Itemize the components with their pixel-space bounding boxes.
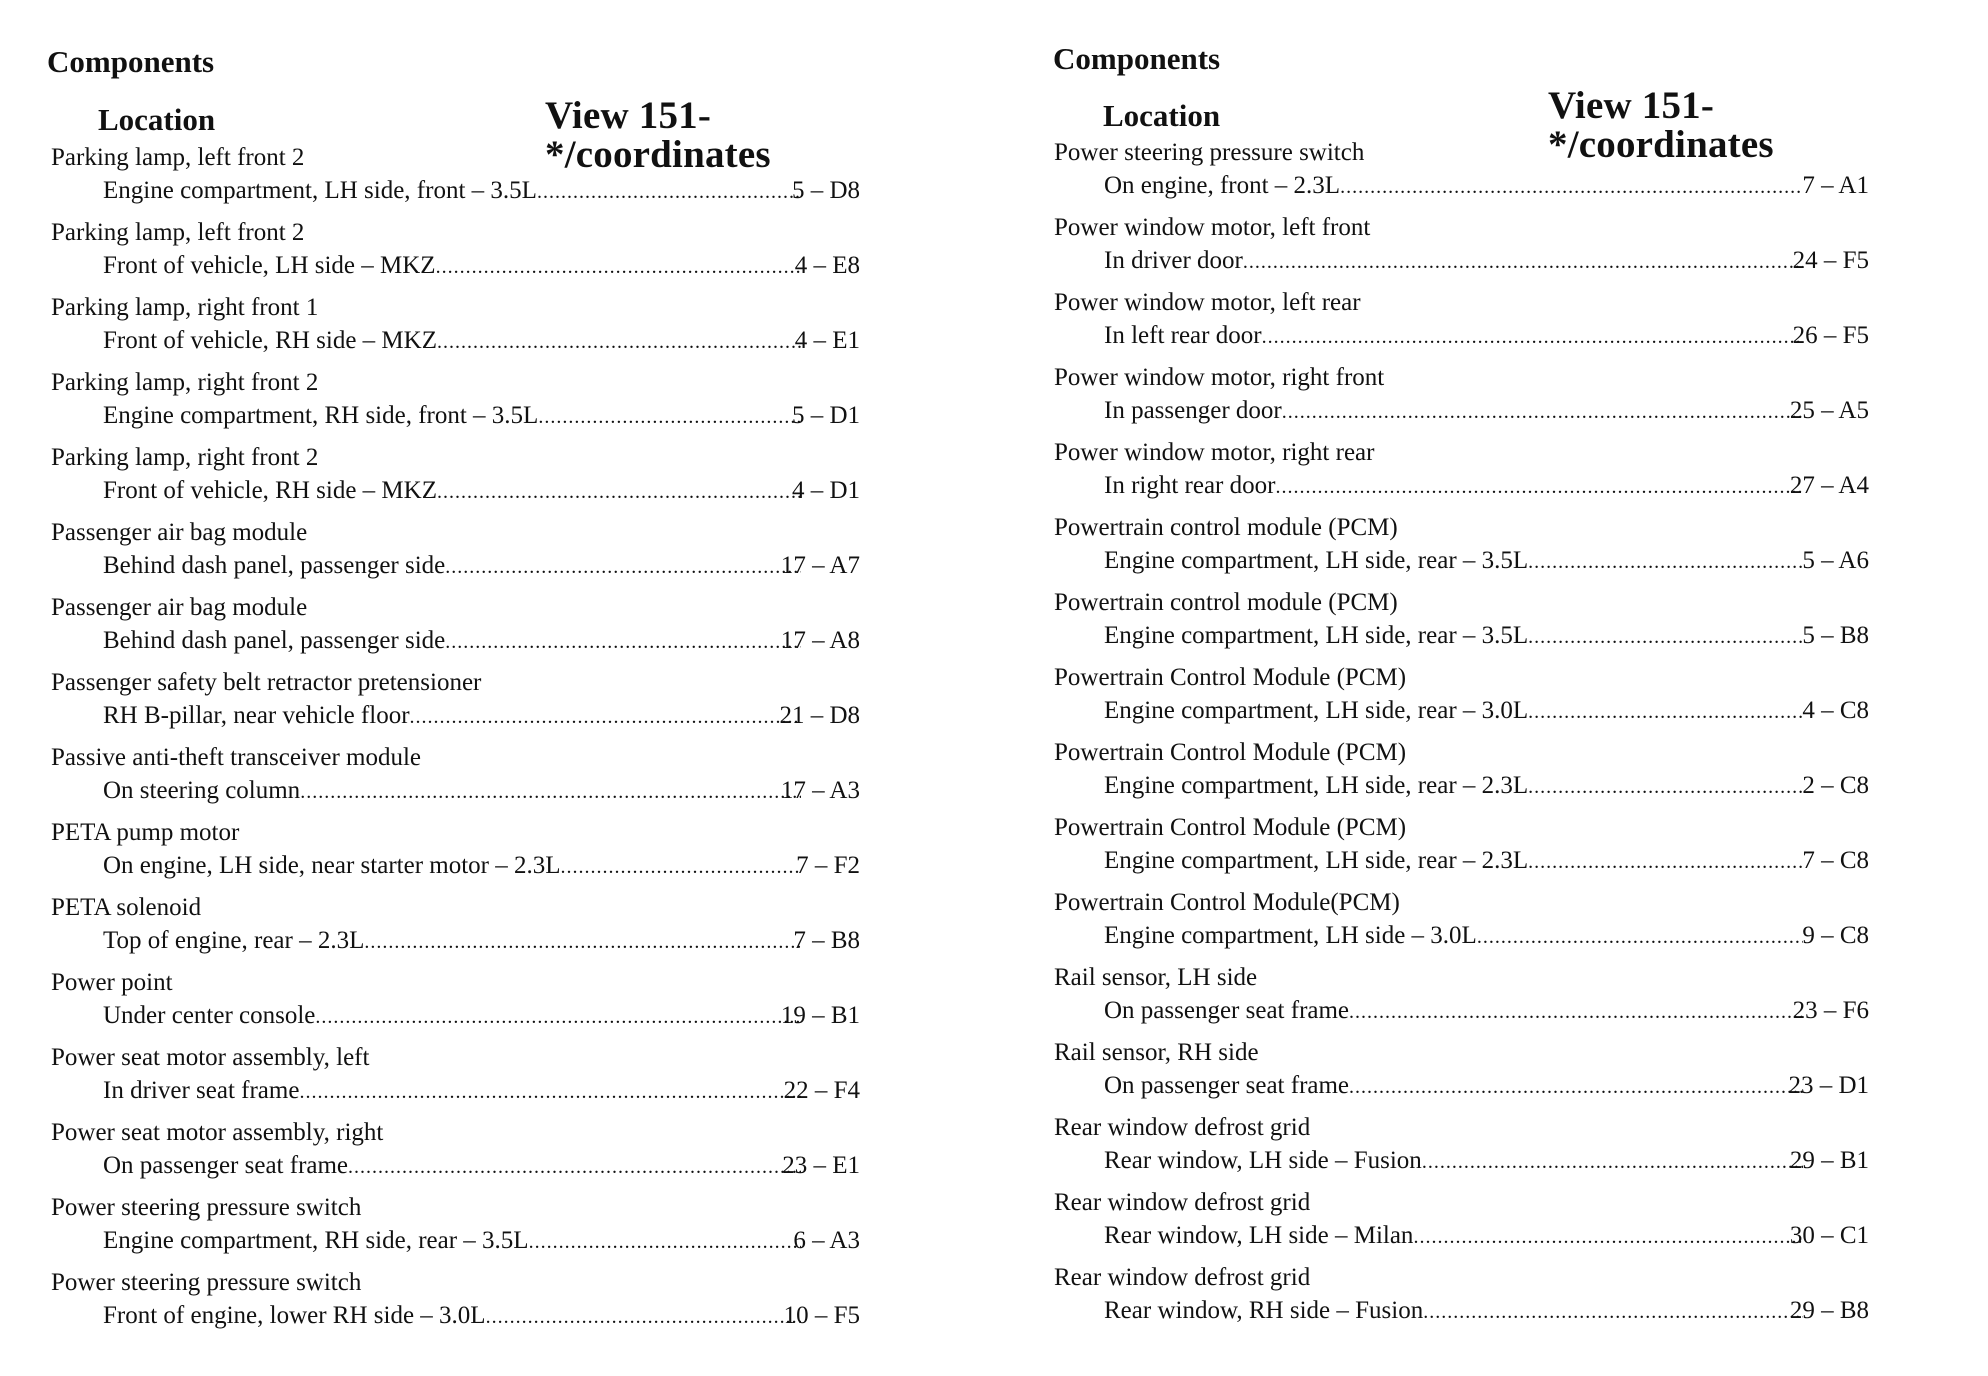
left-column	[0, 0, 900, 1376]
component-coordinate: 7 – B8	[793, 927, 860, 954]
component-coordinate: 9 – C8	[1802, 922, 1869, 949]
component-name: Parking lamp, left front 2	[51, 219, 305, 246]
component-location: Front of vehicle, LH side – MKZ	[103, 252, 436, 279]
component-location-row	[1104, 1071, 1803, 1101]
component-location: Under center console	[103, 1002, 316, 1029]
component-coordinate: 26 – F5	[1792, 322, 1869, 349]
component-location: Engine compartment, LH side, rear – 3.0L	[1104, 697, 1529, 724]
component-name: Powertrain control module (PCM)	[1054, 589, 1398, 616]
right-column	[1008, 0, 1908, 1376]
component-location-row	[1104, 1296, 1803, 1326]
component-entry	[1008, 213, 1908, 288]
dot-leader	[436, 252, 801, 282]
component-coordinate: 17 – A3	[780, 777, 860, 804]
component-location-row	[103, 1001, 801, 1031]
component-entry	[0, 368, 900, 443]
dot-leader	[1282, 397, 1803, 427]
component-entry	[0, 818, 900, 893]
component-name: Powertrain control module (PCM)	[1054, 514, 1398, 541]
component-name: Powertrain Control Module (PCM)	[1054, 664, 1407, 691]
component-name: Power seat motor assembly, left	[51, 1044, 370, 1071]
left-entry-list	[0, 143, 900, 1343]
dot-leader	[537, 177, 801, 207]
component-entry	[1008, 1188, 1908, 1263]
component-location-row	[103, 476, 801, 506]
dot-leader	[445, 552, 801, 582]
component-coordinate: 10 – F5	[783, 1302, 860, 1329]
component-location-row	[1104, 996, 1803, 1026]
dot-leader	[561, 852, 801, 882]
component-location: Front of engine, lower RH side – 3.0L	[103, 1302, 486, 1329]
component-entry	[0, 593, 900, 668]
dot-leader	[1422, 1147, 1803, 1177]
component-location-row	[103, 1301, 801, 1331]
dot-leader	[315, 1002, 801, 1032]
component-name: Power window motor, left rear	[1054, 289, 1361, 316]
component-coordinate: 24 – F5	[1792, 247, 1869, 274]
component-entry	[1008, 963, 1908, 1038]
component-location-row	[103, 401, 801, 431]
component-name: Powertrain Control Module(PCM)	[1054, 889, 1400, 916]
component-entry	[0, 518, 900, 593]
component-name: Parking lamp, right front 2	[51, 444, 319, 471]
component-location-row	[103, 851, 801, 881]
component-location: Front of vehicle, RH side – MKZ	[103, 327, 437, 354]
component-coordinate: 7 – F2	[796, 852, 860, 879]
dot-leader	[445, 627, 801, 657]
component-name: Parking lamp, left front 2	[51, 144, 305, 171]
component-location: On steering column	[103, 777, 301, 804]
component-location: Engine compartment, RH side, rear – 3.5L	[103, 1227, 529, 1254]
dot-leader	[437, 477, 801, 507]
dot-leader	[1423, 1297, 1803, 1327]
dot-leader	[1275, 472, 1803, 502]
component-entry	[1008, 363, 1908, 438]
component-name: Passenger air bag module	[51, 519, 308, 546]
component-name: Passenger safety belt retractor pretensioner	[51, 669, 482, 696]
component-name: Power point	[51, 969, 173, 996]
component-coordinate: 4 – C8	[1802, 697, 1869, 724]
component-coordinate: 5 – D8	[791, 177, 860, 204]
component-location-row	[1104, 1146, 1803, 1176]
component-entry	[0, 1268, 900, 1343]
component-coordinate: 29 – B8	[1789, 1297, 1869, 1324]
component-name: Passenger air bag module	[51, 594, 308, 621]
component-location-row	[1104, 771, 1803, 801]
component-name: Power steering pressure switch	[51, 1194, 362, 1221]
component-location-row	[103, 326, 801, 356]
component-coordinate: 2 – C8	[1802, 772, 1869, 799]
component-entry	[1008, 663, 1908, 738]
component-coordinate: 21 – D8	[779, 702, 860, 729]
component-location: Rear window, LH side – Milan	[1104, 1222, 1414, 1249]
component-entry	[0, 1118, 900, 1193]
component-location-row	[1104, 396, 1803, 426]
component-location: On passenger seat frame	[1104, 1072, 1350, 1099]
component-entry	[1008, 513, 1908, 588]
dot-leader	[410, 702, 801, 732]
view-coordinates-header: View 151-*/coordinates	[545, 94, 771, 176]
dot-leader	[1262, 322, 1803, 352]
component-coordinate: 23 – D1	[1788, 1072, 1869, 1099]
component-location: On engine, front – 2.3L	[1104, 172, 1341, 199]
component-name: Parking lamp, right front 1	[51, 294, 319, 321]
component-location-row	[103, 1151, 801, 1181]
component-entry	[0, 143, 900, 218]
dot-leader	[1413, 1222, 1803, 1252]
component-location: On engine, LH side, near starter motor – 2.3L	[103, 852, 561, 879]
component-location: Behind dash panel, passenger side	[103, 552, 446, 579]
component-location-row	[103, 626, 801, 656]
component-location: Rear window, LH side – Fusion	[1104, 1147, 1422, 1174]
dot-leader	[1528, 697, 1803, 727]
component-location: In right rear door	[1104, 472, 1276, 499]
component-location-row	[1104, 246, 1803, 276]
component-location: On passenger seat frame	[103, 1152, 349, 1179]
component-location-row	[1104, 1221, 1803, 1251]
component-name: Power window motor, left front	[1054, 214, 1371, 241]
component-entry	[0, 668, 900, 743]
component-entry	[1008, 1263, 1908, 1338]
component-location-row	[103, 1226, 801, 1256]
dot-leader	[1528, 622, 1803, 652]
component-coordinate: 5 – D1	[791, 402, 860, 429]
component-name: Powertrain Control Module (PCM)	[1054, 814, 1407, 841]
component-entry	[0, 893, 900, 968]
dot-leader	[1349, 1072, 1803, 1102]
component-entry	[0, 218, 900, 293]
component-location: In passenger door	[1104, 397, 1282, 424]
component-name: PETA solenoid	[51, 894, 202, 921]
component-name: Rear window defrost grid	[1054, 1114, 1311, 1141]
component-coordinate: 4 – E1	[794, 327, 860, 354]
component-coordinate: 25 – A5	[1789, 397, 1869, 424]
component-entry	[0, 1193, 900, 1268]
component-name: Rail sensor, RH side	[1054, 1039, 1259, 1066]
dot-leader	[1528, 847, 1803, 877]
components-heading: Components	[47, 44, 215, 79]
component-entry	[0, 743, 900, 818]
component-coordinate: 23 – E1	[782, 1152, 860, 1179]
component-coordinate: 23 – F6	[1792, 997, 1869, 1024]
component-coordinate: 17 – A7	[780, 552, 860, 579]
component-coordinate: 4 – E8	[794, 252, 860, 279]
component-name: Rail sensor, LH side	[1054, 964, 1258, 991]
component-entry	[0, 293, 900, 368]
component-location: Engine compartment, RH side, front – 3.5L	[103, 402, 539, 429]
component-location-row	[1104, 546, 1803, 576]
component-name: Rear window defrost grid	[1054, 1189, 1311, 1216]
component-location-row	[1104, 846, 1803, 876]
component-entry	[0, 968, 900, 1043]
component-location: Engine compartment, LH side, front – 3.5L	[103, 177, 537, 204]
component-location: Engine compartment, LH side, rear – 3.5L	[1104, 622, 1529, 649]
component-entry	[1008, 813, 1908, 888]
component-location-row	[103, 551, 801, 581]
component-location: In driver seat frame	[103, 1077, 300, 1104]
component-coordinate: 17 – A8	[780, 627, 860, 654]
component-entry	[1008, 888, 1908, 963]
dot-leader	[538, 402, 801, 432]
dot-leader	[486, 1302, 801, 1332]
component-location: Rear window, RH side – Fusion	[1104, 1297, 1424, 1324]
component-name: Rear window defrost grid	[1054, 1264, 1311, 1291]
component-location-row	[1104, 171, 1803, 201]
component-coordinate: 19 – B1	[780, 1002, 860, 1029]
component-entry	[0, 1043, 900, 1118]
component-location-row	[103, 776, 801, 806]
component-coordinate: 30 – C1	[1789, 1222, 1869, 1249]
component-coordinate: 5 – B8	[1802, 622, 1869, 649]
dot-leader	[1349, 997, 1803, 1027]
component-coordinate: 27 – A4	[1789, 472, 1869, 499]
component-location: Behind dash panel, passenger side	[103, 627, 446, 654]
component-location: On passenger seat frame	[1104, 997, 1350, 1024]
component-name: Powertrain Control Module (PCM)	[1054, 739, 1407, 766]
component-location: Engine compartment, LH side, rear – 2.3L	[1104, 772, 1529, 799]
component-location-row	[103, 701, 801, 731]
dot-leader	[1243, 247, 1803, 277]
component-location: In left rear door	[1104, 322, 1262, 349]
component-name: Power steering pressure switch	[1054, 139, 1365, 166]
component-name: Power window motor, right rear	[1054, 439, 1375, 466]
dot-leader	[437, 327, 801, 357]
dot-leader	[1477, 922, 1803, 952]
component-entry	[1008, 1038, 1908, 1113]
dot-leader	[300, 777, 801, 807]
component-coordinate: 22 – F4	[783, 1077, 860, 1104]
component-entry	[0, 443, 900, 518]
dot-leader	[299, 1077, 801, 1107]
component-location: Engine compartment, LH side – 3.0L	[1104, 922, 1477, 949]
component-location: Engine compartment, LH side, rear – 3.5L	[1104, 547, 1529, 574]
component-location-row	[1104, 471, 1803, 501]
component-coordinate: 5 – A6	[1802, 547, 1869, 574]
component-name: Power seat motor assembly, right	[51, 1119, 384, 1146]
component-name: PETA pump motor	[51, 819, 240, 846]
dot-leader	[1528, 547, 1803, 577]
component-entry	[1008, 1113, 1908, 1188]
component-entry	[1008, 738, 1908, 813]
component-coordinate: 29 – B1	[1789, 1147, 1869, 1174]
dot-leader	[1340, 172, 1803, 202]
component-coordinate: 4 – D1	[791, 477, 860, 504]
dot-leader	[1528, 772, 1803, 802]
component-location-row	[1104, 321, 1803, 351]
component-coordinate: 7 – A1	[1802, 172, 1869, 199]
component-name: Passive anti-theft transceiver module	[51, 744, 422, 771]
dot-leader	[364, 927, 801, 957]
component-location: Engine compartment, LH side, rear – 2.3L	[1104, 847, 1529, 874]
component-location-row	[1104, 696, 1803, 726]
component-location: RH B-pillar, near vehicle floor	[103, 702, 410, 729]
component-coordinate: 6 – A3	[793, 1227, 860, 1254]
component-location: In driver door	[1104, 247, 1243, 274]
component-location-row	[103, 251, 801, 281]
component-entry	[1008, 588, 1908, 663]
view-coordinates-header: View 151-*/coordinates	[1548, 84, 1774, 166]
component-entry	[1008, 288, 1908, 363]
component-coordinate: 7 – C8	[1802, 847, 1869, 874]
component-location: Top of engine, rear – 2.3L	[103, 927, 365, 954]
location-column-header: Location	[98, 102, 216, 137]
component-name: Power steering pressure switch	[51, 1269, 362, 1296]
component-location: Front of vehicle, RH side – MKZ	[103, 477, 437, 504]
dot-leader	[529, 1227, 801, 1257]
component-location-row	[103, 926, 801, 956]
component-location-row	[1104, 621, 1803, 651]
component-entry	[1008, 138, 1908, 213]
location-column-header: Location	[1103, 98, 1221, 133]
right-entry-list	[1008, 138, 1908, 1338]
component-name: Power window motor, right front	[1054, 364, 1385, 391]
component-entry	[1008, 438, 1908, 513]
dot-leader	[348, 1152, 801, 1182]
component-name: Parking lamp, right front 2	[51, 369, 319, 396]
component-location-row	[103, 1076, 801, 1106]
components-heading: Components	[1053, 41, 1221, 76]
component-location-row	[103, 176, 801, 206]
component-location-row	[1104, 921, 1803, 951]
